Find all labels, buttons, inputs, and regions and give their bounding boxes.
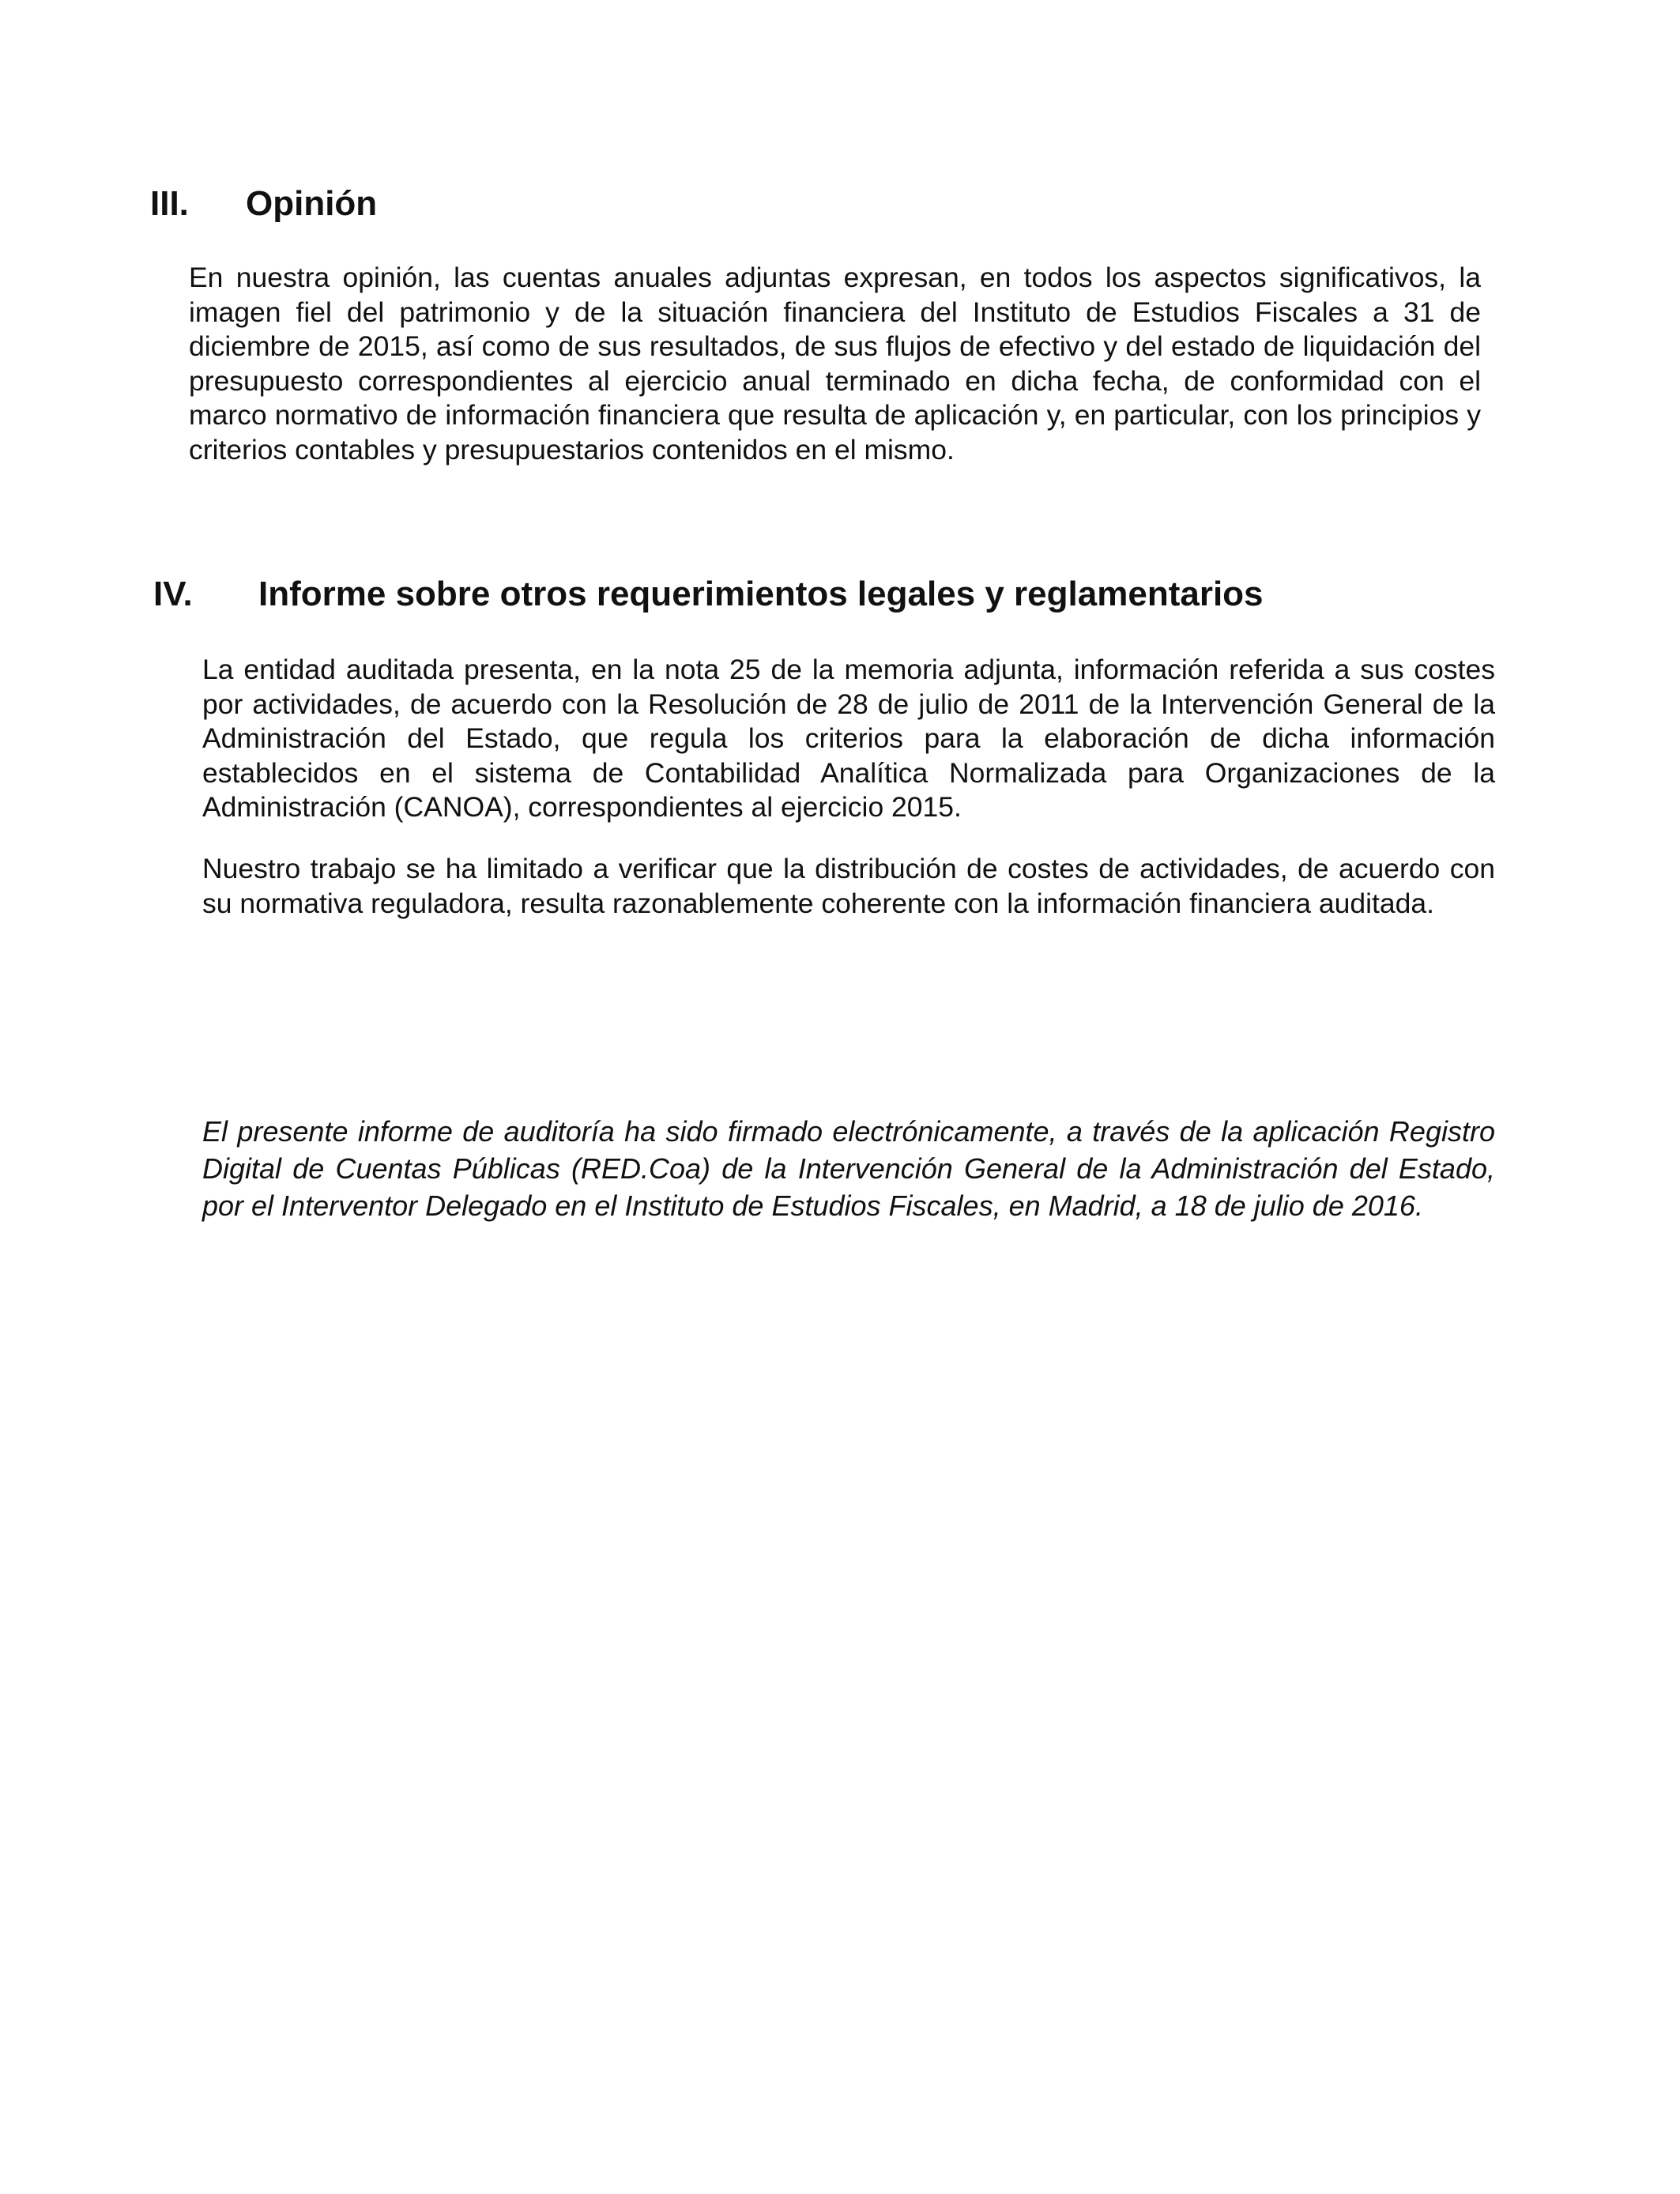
signature-note: El presente informe de auditoría ha sido firmado electrónicamente, a través de la aplicación Registro Digital de Cuentas Públicas (RED.Coa) de la Intervención General de la Administración del Estado, por el Interventor Delegado en el Instituto de Estudios Fiscales, en Madrid, a 18 de julio de 2016. [202,1115,1495,1222]
section-iv-number: IV. [153,575,193,613]
section-iii-number: III. [150,184,189,223]
costes-paragraph: La entidad auditada presenta, en la nota 25 de la memoria adjunta, información referida a sus costes por actividades, de acuerdo con la Resolución de 28 de julio de 2011 de la Intervención General de la Administración del Estado, que regula los criterios para la elaboración de dicha información establecidos en el sistema de Contabilidad Analítica Normalizada para Organizaciones de la Administración (CANOA), correspondientes al ejercicio 2015. [202,654,1495,823]
section-iii-heading [150,183,1573,224]
section-iv-title: Informe sobre otros requerimientos legales y reglamentarios [258,575,1264,613]
section-iv-heading [153,574,1576,615]
section-iii-title: Opinión [246,184,378,223]
trabajo-paragraph: Nuestro trabajo se ha limitado a verificar que la distribución de costes de actividades, de acuerdo con su normativa reguladora, resulta razonablemente coherente con la información financiera auditada. [202,853,1495,919]
opinion-paragraph: En nuestra opinión, las cuentas anuales adjuntas expresan, en todos los aspectos significativos, la imagen fiel del patrimonio y de la situación financiera del Instituto de Estudios Fiscales a 31 de diciembre de 2015, así como de sus resultados, de sus flujos de efectivo y del estado de liquidación del presupuesto correspondientes al ejercicio anual terminado en dicha fecha, de conformidad con el marco normativo de información financiera que resulta de aplicación y, en particular, con los principios y criterios contables y presupuestarios contenidos en el mismo. [189,262,1481,466]
